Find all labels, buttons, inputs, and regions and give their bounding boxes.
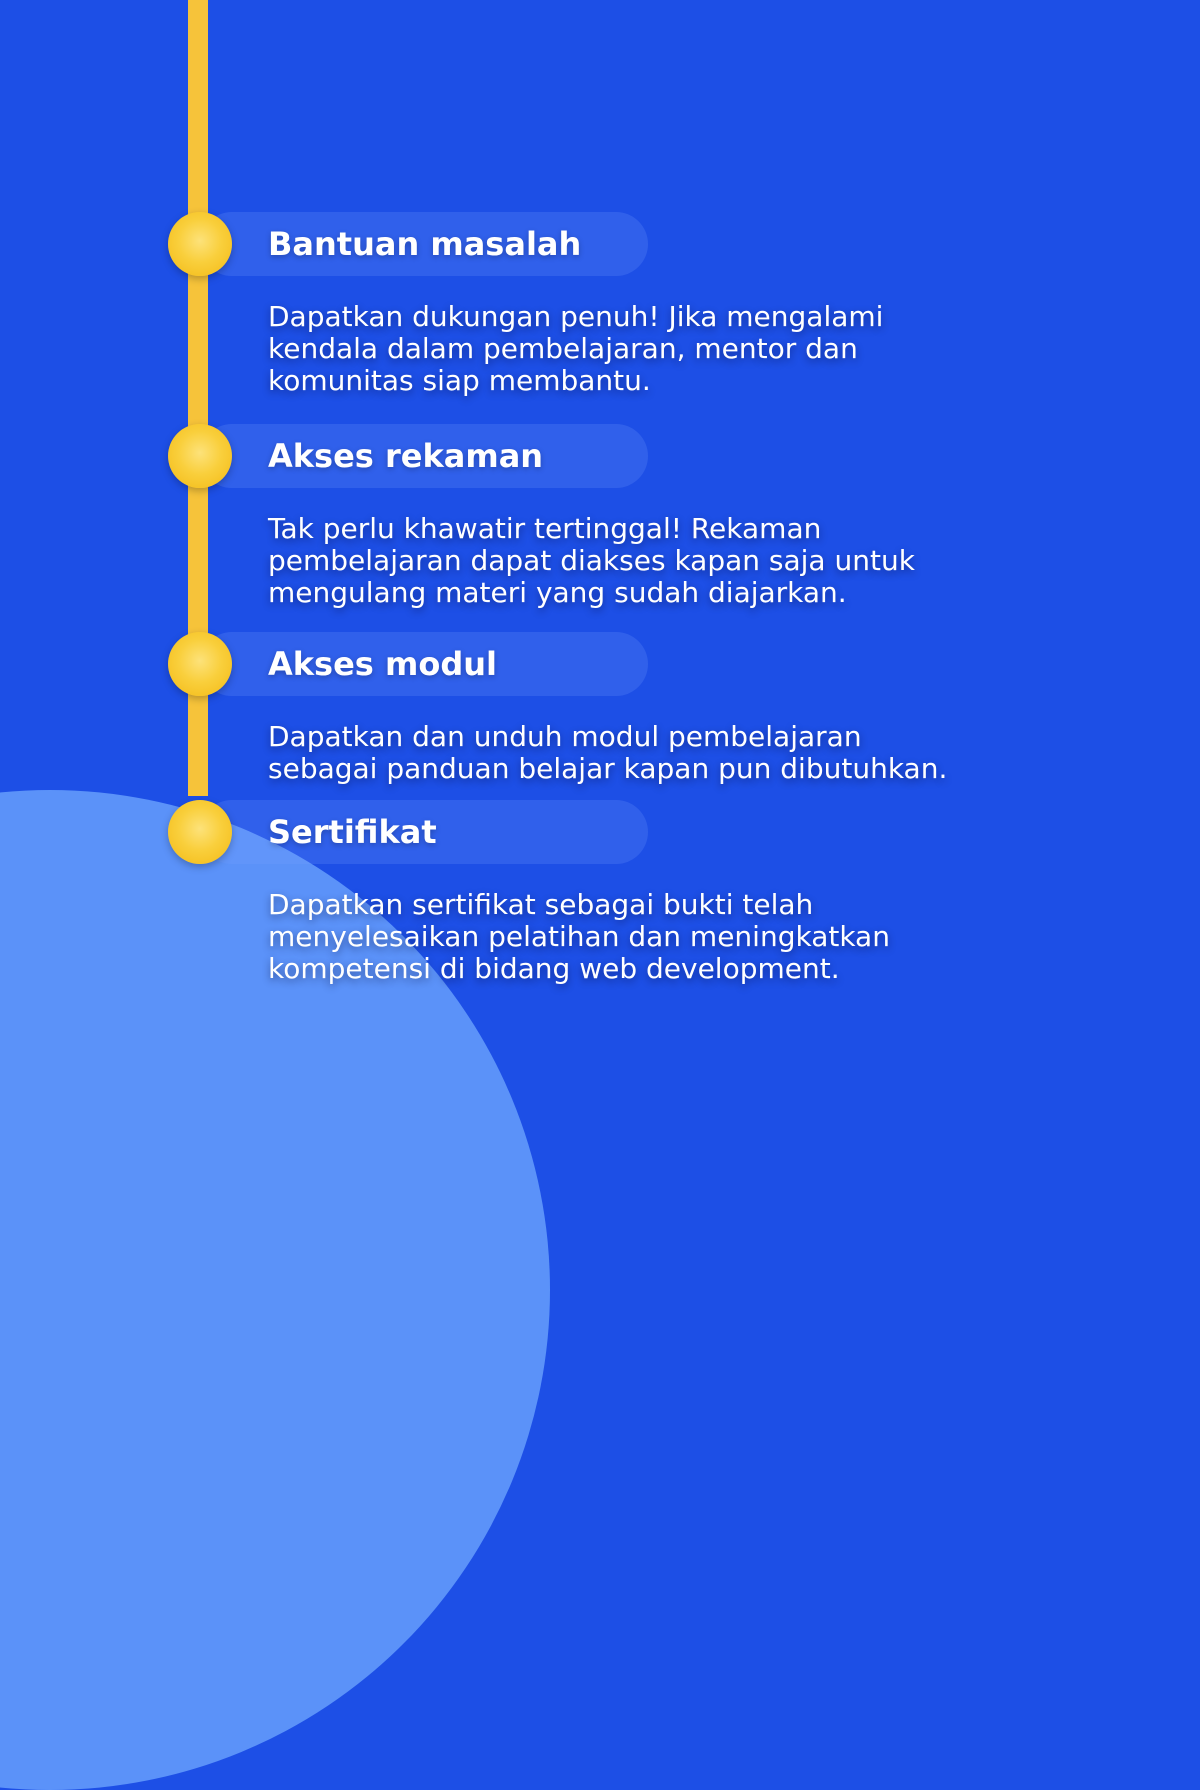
- description-line: menyelesaikan pelatihan dan meningkatkan: [268, 920, 890, 953]
- timeline-dot-icon: [168, 632, 232, 696]
- description-line: komunitas siap membantu.: [268, 364, 651, 397]
- description-line: Dapatkan dan unduh modul pembelajaran: [268, 720, 862, 753]
- description-line: kompetensi di bidang web development.: [268, 952, 840, 985]
- description-line: Dapatkan sertifikat sebagai bukti telah: [268, 888, 814, 921]
- description-line: pembelajaran dapat diakses kapan saja untuk: [268, 544, 915, 577]
- item-title: Akses rekaman: [268, 437, 544, 475]
- item-title: Bantuan masalah: [268, 225, 582, 263]
- description-line: mengulang materi yang sudah diajarkan.: [268, 576, 847, 609]
- description-line: sebagai panduan belajar kapan pun dibutuhkan.: [268, 752, 948, 785]
- item-description: [268, 889, 1158, 985]
- timeline-dot-icon: [168, 424, 232, 488]
- description-line: kendala dalam pembelajaran, mentor dan: [268, 332, 858, 365]
- item-description: [268, 301, 1158, 397]
- item-title: Sertifikat: [268, 813, 437, 851]
- item-title: Akses modul: [268, 645, 497, 683]
- item-description: [268, 513, 1158, 609]
- item-description: [268, 721, 1158, 785]
- description-line: Tak perlu khawatir tertinggal! Rekaman: [268, 512, 822, 545]
- timeline-dot-icon: [168, 800, 232, 864]
- timeline-dot-icon: [168, 212, 232, 276]
- description-line: Dapatkan dukungan penuh! Jika mengalami: [268, 300, 884, 333]
